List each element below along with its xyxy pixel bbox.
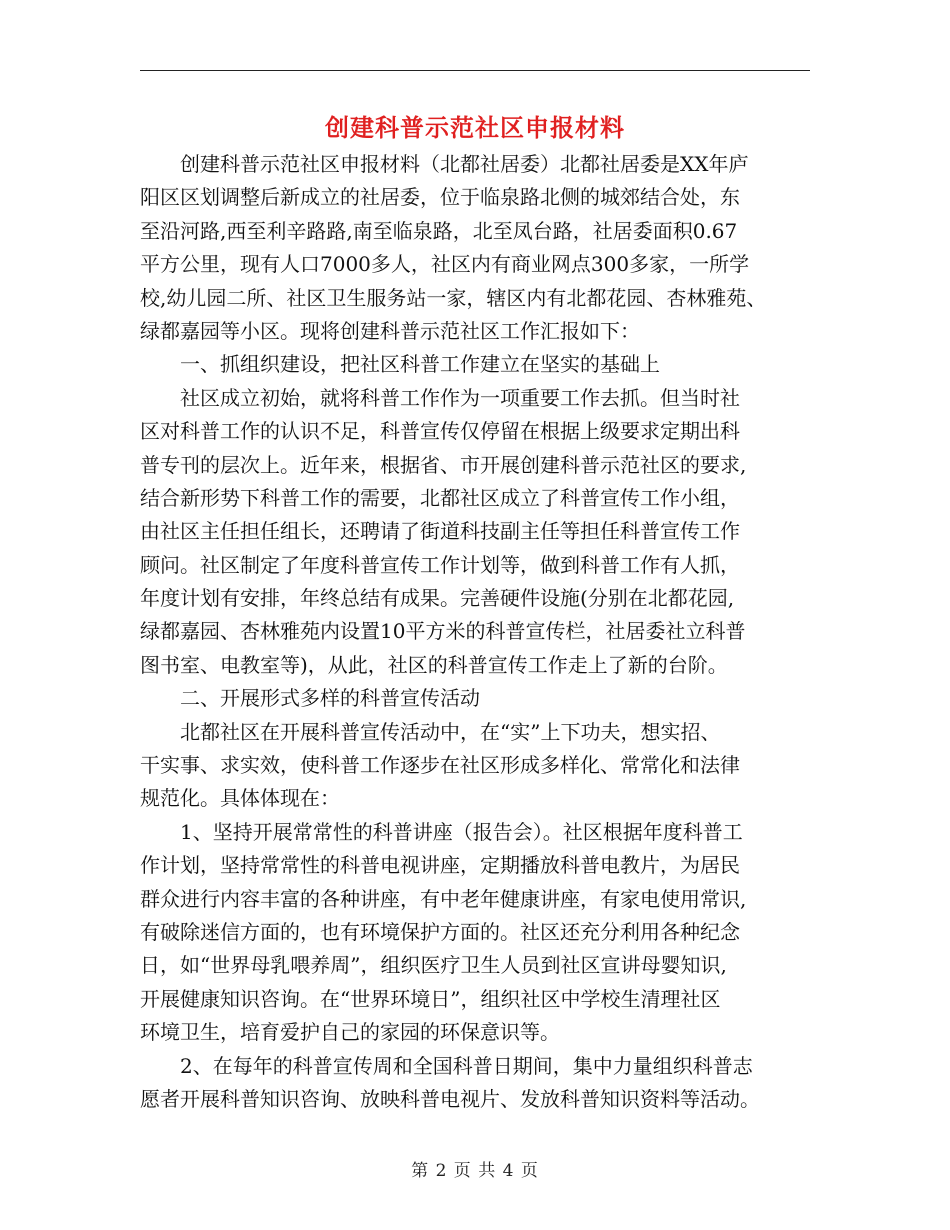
body-line: 顾问。社区制定了年度科普宣传工作计划等，做到科普工作有人抓， <box>140 552 740 577</box>
body-line: 环境卫生，培育爱护自己的家园的环保意识等。 <box>140 1020 560 1045</box>
body-line: 2、在每年的科普宣传周和全国科普日期间，集中力量组织科普志 <box>140 1053 753 1078</box>
body-line: 干实事、求实效，使科普工作逐步在社区形成多样化、常常化和法律 <box>140 753 740 778</box>
body-line: 愿者开展科普知识咨询、放映科普电视片、发放科普知识资料等活动。 <box>140 1086 760 1111</box>
body-line: 普专刊的层次上。近年来，根据省、市开展创建科普示范社区的要求, <box>140 452 747 477</box>
body-line: 有破除迷信方面的，也有环境保护方面的。社区还充分利用各种纪念 <box>140 919 740 944</box>
body-line: 至沿河路,西至利辛路路,南至临泉路，北至凤台路，社居委面积0.67 <box>140 218 738 243</box>
body-line: 创建科普示范社区申报材料（北都社居委）北都社居委是XX年庐 <box>140 152 749 176</box>
body-line: 群众进行内容丰富的各种讲座，有中老年健康讲座，有家电使用常识, <box>140 886 747 911</box>
document-title: 创建科普示范社区申报材料 <box>325 113 625 142</box>
body-line: 阳区区划调整后新成立的社居委，位于临泉路北侧的城郊结合处，东 <box>140 185 740 210</box>
body-line: 北都社区在开展科普宣传活动中，在“实”上下功夫，想实招、 <box>140 719 721 744</box>
body-line: 由社区主任担任组长，还聘请了街道科技副主任等担任科普宣传工作 <box>140 519 740 544</box>
body-line: 年度计划有安排，年终总结有成果。完善硬件设施(分别在北都花园, <box>140 586 735 611</box>
section-heading: 二、开展形式多样的科普宣传活动 <box>140 686 480 711</box>
body-line: 日，如“世界母乳喂养周”，组织医疗卫生人员到社区宣讲母婴知识, <box>140 953 727 978</box>
body-line: 作计划，坚持常常性的科普电视讲座，定期播放科普电教片，为居民 <box>140 853 740 878</box>
body-line: 图书室、电教室等)，从此，社区的科普宣传工作走上了新的台阶。 <box>140 652 728 677</box>
body-line: 区对科普工作的认识不足，科普宣传仅停留在根据上级要求定期出科 <box>140 419 740 444</box>
body-line: 结合新形势下科普工作的需要，北都社区成立了科普宣传工作小组， <box>140 485 740 510</box>
body-line: 绿都嘉园、杏林雅苑内设置10平方米的科普宣传栏，社居委社立科普 <box>140 619 746 644</box>
body-line: 社区成立初始，就将科普工作作为一项重要工作去抓。但当时社 <box>140 385 740 410</box>
body-line: 1、坚持开展常常性的科普讲座（报告会）。社区根据年度科普工 <box>140 819 743 844</box>
document-body <box>140 148 820 1116</box>
body-line: 校,幼儿园二所、社区卫生服务站一家，辖区内有北都花园、杏林雅苑、 <box>140 285 767 310</box>
body-line: 开展健康知识咨询。在“世界环境日”，组织社区中学校生清理社区 <box>140 986 721 1011</box>
body-line: 平方公里，现有人口7000多人，社区内有商业网点300多家，一所学 <box>140 252 750 277</box>
body-line: 绿都嘉园等小区。现将创建科普示范社区工作汇报如下： <box>140 318 640 343</box>
page-number: 第 2 页 共 4 页 <box>411 1161 539 1181</box>
body-line: 规范化。具体体现在： <box>140 786 340 811</box>
header-rule <box>140 70 810 71</box>
section-heading: 一、抓组织建设，把社区科普工作建立在坚实的基础上 <box>140 352 660 377</box>
